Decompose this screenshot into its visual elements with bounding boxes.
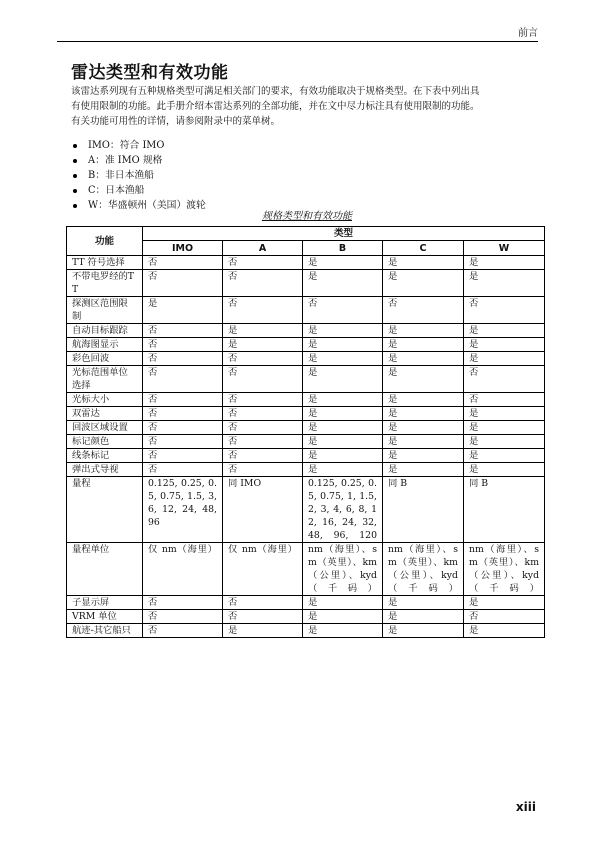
intro-paragraph — [71, 84, 541, 129]
value-cell-w: 是 — [464, 624, 545, 638]
value-cell-a: 否 — [223, 449, 303, 463]
value-cell-c: nm（海里）、sm（英里）、km（公里）、kyd（千码） — [383, 543, 464, 596]
value-cell-a: 否 — [223, 393, 303, 407]
function-cell: 弹出式导视 — [67, 463, 143, 477]
column-header: W — [464, 241, 545, 256]
value-cell-w: 是 — [464, 435, 545, 449]
column-header: A — [223, 241, 303, 256]
column-header: C — [383, 241, 464, 256]
header-type: 类型 — [143, 227, 545, 241]
header-rule — [57, 41, 538, 42]
table-row — [67, 393, 545, 407]
table-row — [67, 270, 545, 297]
value-cell-w: 是 — [464, 256, 545, 270]
table-row — [67, 624, 545, 638]
table-row — [67, 324, 545, 338]
value-cell-c: 是 — [383, 352, 464, 366]
value-cell-w: 否 — [464, 610, 545, 624]
column-header: B — [303, 241, 383, 256]
value-cell-b: 是 — [303, 366, 383, 393]
table-row — [67, 366, 545, 393]
table-row — [67, 463, 545, 477]
table-row — [67, 421, 545, 435]
value-cell-imo: 否 — [143, 463, 223, 477]
value-cell-c: 是 — [383, 338, 464, 352]
value-cell-b: 否 — [303, 297, 383, 324]
value-cell-imo: 否 — [143, 421, 223, 435]
value-cell-a: 否 — [223, 366, 303, 393]
value-cell-a: 否 — [223, 407, 303, 421]
value-cell-w: 否 — [464, 366, 545, 393]
function-cell: 回波区域设置 — [67, 421, 143, 435]
spec-table — [66, 226, 545, 638]
value-cell-b: 0.125, 0.25, 0.5, 0.75, 1, 1.5, 2, 3, 4, 6, 8, 12, 16, 24, 32, 48, 96, 120 — [303, 477, 383, 543]
function-cell: 子显示屏 — [67, 596, 143, 610]
value-cell-b: 是 — [303, 352, 383, 366]
table-row — [67, 477, 545, 543]
value-cell-imo: 否 — [143, 435, 223, 449]
intro-line: 该雷达系列现有五种规格类型可满足相关部门的要求，有效功能取决于规格类型。在下表中列出具 — [71, 86, 480, 97]
value-cell-a: 否 — [223, 435, 303, 449]
type-list — [71, 138, 206, 213]
header-function: 功能 — [67, 227, 143, 256]
intro-line: 有关功能可用性的详情，请参阅附录中的菜单树。 — [71, 116, 281, 127]
value-cell-imo: 否 — [143, 324, 223, 338]
table-header-row — [67, 227, 545, 241]
function-cell: VRM 单位 — [67, 610, 143, 624]
value-cell-b: 是 — [303, 596, 383, 610]
table-caption: 规格类型和有效功能 — [262, 211, 352, 222]
type-list-item: C：日本渔船 — [71, 183, 206, 198]
value-cell-a: 同 IMO — [223, 477, 303, 543]
value-cell-c: 是 — [383, 463, 464, 477]
function-cell: 航海图显示 — [67, 338, 143, 352]
table-row — [67, 596, 545, 610]
value-cell-b: 是 — [303, 324, 383, 338]
value-cell-imo: 否 — [143, 366, 223, 393]
value-cell-b: nm（海里）、sm（英里）、km（公里）、kyd（千码） — [303, 543, 383, 596]
value-cell-w: 是 — [464, 407, 545, 421]
value-cell-w: nm（海里）、sm（英里）、km（公里）、kyd（千码） — [464, 543, 545, 596]
value-cell-a: 是 — [223, 624, 303, 638]
value-cell-c: 是 — [383, 324, 464, 338]
column-header: IMO — [143, 241, 223, 256]
function-cell: 彩色回波 — [67, 352, 143, 366]
table-row — [67, 338, 545, 352]
table-row — [67, 297, 545, 324]
value-cell-c: 否 — [383, 297, 464, 324]
value-cell-c: 是 — [383, 270, 464, 297]
value-cell-imo: 0.125, 0.25, 0.5, 0.75, 1.5, 3, 6, 12, 24, 48, 96 — [143, 477, 223, 543]
table-row — [67, 435, 545, 449]
value-cell-w: 是 — [464, 338, 545, 352]
function-cell: 线条标记 — [67, 449, 143, 463]
value-cell-imo: 否 — [143, 610, 223, 624]
value-cell-imo: 否 — [143, 393, 223, 407]
value-cell-imo: 否 — [143, 407, 223, 421]
value-cell-w: 是 — [464, 449, 545, 463]
value-cell-w: 是 — [464, 421, 545, 435]
table-row — [67, 407, 545, 421]
value-cell-w: 否 — [464, 297, 545, 324]
value-cell-a: 否 — [223, 610, 303, 624]
value-cell-c: 是 — [383, 624, 464, 638]
type-list-item: A：准 IMO 规格 — [71, 153, 206, 168]
value-cell-b: 是 — [303, 270, 383, 297]
value-cell-b: 是 — [303, 624, 383, 638]
running-header: 前言 — [518, 28, 538, 39]
value-cell-imo: 否 — [143, 449, 223, 463]
function-cell: 量程 — [67, 477, 143, 543]
value-cell-c: 是 — [383, 596, 464, 610]
value-cell-w: 否 — [464, 393, 545, 407]
value-cell-c: 是 — [383, 435, 464, 449]
value-cell-a: 是 — [223, 338, 303, 352]
value-cell-w: 是 — [464, 596, 545, 610]
value-cell-c: 是 — [383, 366, 464, 393]
value-cell-imo: 仅 nm（海里） — [143, 543, 223, 596]
value-cell-a: 否 — [223, 297, 303, 324]
value-cell-b: 是 — [303, 421, 383, 435]
value-cell-b: 是 — [303, 338, 383, 352]
page-number: xiii — [515, 800, 536, 814]
value-cell-c: 是 — [383, 421, 464, 435]
value-cell-w: 是 — [464, 463, 545, 477]
value-cell-b: 是 — [303, 407, 383, 421]
value-cell-c: 是 — [383, 610, 464, 624]
value-cell-a: 仅 nm（海里） — [223, 543, 303, 596]
function-cell: 光标大小 — [67, 393, 143, 407]
table-row — [67, 449, 545, 463]
table-body — [67, 256, 545, 638]
value-cell-b: 是 — [303, 393, 383, 407]
type-list-item: W：华盛顿州（美国）渡轮 — [71, 198, 206, 213]
value-cell-c: 同 B — [383, 477, 464, 543]
type-list-item: B：非日本渔船 — [71, 168, 206, 183]
function-cell: 光标范围单位选择 — [67, 366, 143, 393]
function-cell: 量程单位 — [67, 543, 143, 596]
table-row — [67, 352, 545, 366]
value-cell-w: 是 — [464, 324, 545, 338]
value-cell-imo: 是 — [143, 297, 223, 324]
function-cell: TT 符号选择 — [67, 256, 143, 270]
table-row — [67, 543, 545, 596]
function-cell: 双雷达 — [67, 407, 143, 421]
value-cell-b: 是 — [303, 610, 383, 624]
value-cell-c: 是 — [383, 449, 464, 463]
value-cell-c: 是 — [383, 256, 464, 270]
value-cell-b: 是 — [303, 449, 383, 463]
value-cell-a: 否 — [223, 270, 303, 297]
value-cell-w: 同 B — [464, 477, 545, 543]
function-cell: 航迹-其它船只 — [67, 624, 143, 638]
section-title: 雷达类型和有效功能 — [71, 63, 229, 83]
value-cell-imo: 否 — [143, 256, 223, 270]
value-cell-imo: 否 — [143, 352, 223, 366]
value-cell-b: 是 — [303, 435, 383, 449]
value-cell-b: 是 — [303, 463, 383, 477]
value-cell-c: 是 — [383, 407, 464, 421]
value-cell-a: 否 — [223, 352, 303, 366]
value-cell-a: 否 — [223, 256, 303, 270]
value-cell-imo: 否 — [143, 624, 223, 638]
value-cell-a: 否 — [223, 463, 303, 477]
function-cell: 不带电罗经的TT — [67, 270, 143, 297]
value-cell-w: 是 — [464, 270, 545, 297]
function-cell: 标记颜色 — [67, 435, 143, 449]
table-row — [67, 610, 545, 624]
function-cell: 自动目标跟踪 — [67, 324, 143, 338]
intro-line: 有使用限制的功能。此手册介绍本雷达系列的全部功能，并在文中尽力标注具有使用限制的功能。 — [71, 101, 480, 112]
type-list-item: IMO：符合 IMO — [71, 138, 206, 153]
value-cell-a: 否 — [223, 596, 303, 610]
value-cell-a: 是 — [223, 324, 303, 338]
value-cell-imo: 否 — [143, 338, 223, 352]
table-row — [67, 256, 545, 270]
value-cell-b: 是 — [303, 256, 383, 270]
function-cell: 探测区范围限制 — [67, 297, 143, 324]
value-cell-imo: 否 — [143, 596, 223, 610]
value-cell-imo: 否 — [143, 270, 223, 297]
value-cell-a: 否 — [223, 421, 303, 435]
value-cell-w: 是 — [464, 352, 545, 366]
value-cell-c: 是 — [383, 393, 464, 407]
